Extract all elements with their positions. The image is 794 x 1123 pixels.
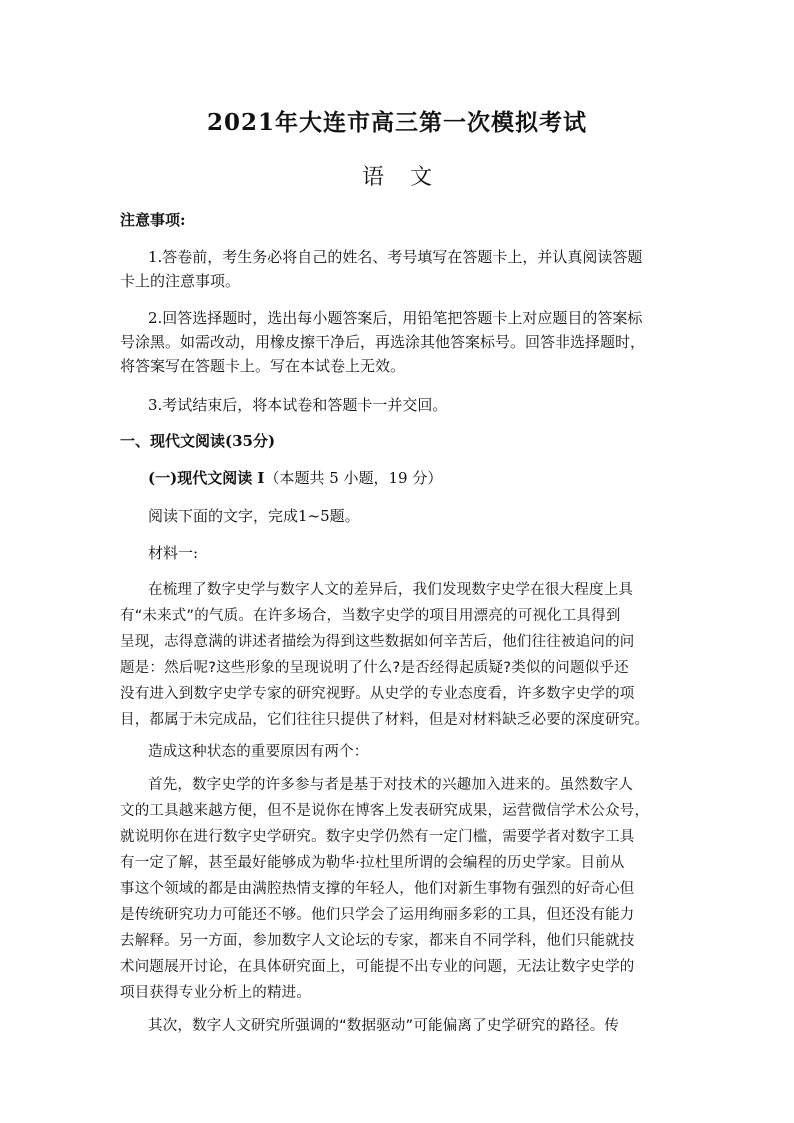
notice-item-2-line-2: 号涂黑。如需改动，用橡皮擦干净后，再选涂其他答案标号。回答非选择题时， xyxy=(120,333,646,351)
subsection-heading xyxy=(148,467,442,488)
subsection-note: （本题共 5 小题，19 分） xyxy=(264,469,443,487)
section-heading: 一、现代文阅读(35分) xyxy=(120,432,276,450)
para1-line-2: 有“未来式”的气质。在许多场合，当数字史学的项目用漂亮的可视化工具得到 xyxy=(120,608,621,624)
para3-line-7: 去解释。另一方面，参加数字人文论坛的专家，都来自不同学科，他们只能就技 xyxy=(120,933,635,949)
para1-line-1: 在梳理了数字史学与数字人文的差异后，我们发现数字史学在很大程度上具 xyxy=(148,582,634,598)
para1-line-5: 没有进入到数字史学专家的研究视野。从史学的专业态度看，许多数字史学的项 xyxy=(120,686,635,702)
para2: 造成这种状态的重要原因有两个： xyxy=(148,744,369,760)
notice-item-1-line-1: 1.答卷前，考生务必将自己的姓名、考号填写在答题卡上，并认真阅读答题 xyxy=(148,248,643,266)
para3-line-8: 术问题展开讨论，在具体研究面上，可能提不出专业的问题，无法让数字史学的 xyxy=(120,959,635,975)
notice-item-3: 3.考试结束后，将本试卷和答题卡一并交回。 xyxy=(148,396,448,414)
para1-line-4: 题是：然后呢?这些形象的呈现说明了什么?是否经得起质疑?类似的问题似乎还 xyxy=(120,660,629,676)
para3-line-4: 有一定了解，甚至最好能够成为勒华·拉杜里所谓的会编程的历史学家。目前从 xyxy=(120,855,625,871)
para3-line-1: 首先，数字史学的许多参与者是基于对技术的兴趣加入进来的。虽然数字人 xyxy=(148,777,634,793)
para4-line-1: 其次，数字人文研究所强调的“数据驱动”可能偏离了史学研究的路径。传 xyxy=(148,1018,620,1034)
para3-line-9: 项目获得专业分析上的精进。 xyxy=(120,985,312,1001)
notice-item-2-line-3: 将答案写在答题卡上。写在本试卷上无效。 xyxy=(120,357,406,375)
material-label: 材料一: xyxy=(148,544,199,562)
subsection-label: (一)现代文阅读 I xyxy=(148,469,265,487)
para1-line-6: 目，都属于未完成品，它们往往只提供了材料，但是对材料缺乏必要的深度研究。 xyxy=(120,712,650,728)
notice-item-1-line-2: 卡上的注意事项。 xyxy=(120,272,241,290)
subject-title: 语文 xyxy=(361,165,458,190)
para3-line-3: 就说明你在进行数字史学研究。数字史学仍然有一定门槛，需要学者对数字工具 xyxy=(120,829,635,845)
para3-line-6: 是传统研究功力可能还不够。他们只学会了运用绚丽多彩的工具，但还没有能力 xyxy=(120,907,635,923)
para3-line-5: 事这个领域的都是由满腔热情支撑的年轻人，他们对新生事物有强烈的好奇心但 xyxy=(120,881,635,897)
instruction: 阅读下面的文字，完成1~5题。 xyxy=(148,507,360,525)
exam-title: 2021年大连市高三第一次模拟考试 xyxy=(206,109,587,136)
para1-line-3: 呈现，志得意满的讲述者描绘为得到这些数据如何辛苦后，他们往往被追问的问 xyxy=(120,634,635,650)
notice-item-2-line-1: 2.回答选择题时，选出每小题答案后，用铅笔把答题卡上对应题目的答案标 xyxy=(148,309,643,327)
para3-line-2: 文的工具越来越方便，但不是说你在博客上发表研究成果，运营微信学术公众号， xyxy=(120,803,650,819)
notice-heading: 注意事项: xyxy=(120,211,186,229)
